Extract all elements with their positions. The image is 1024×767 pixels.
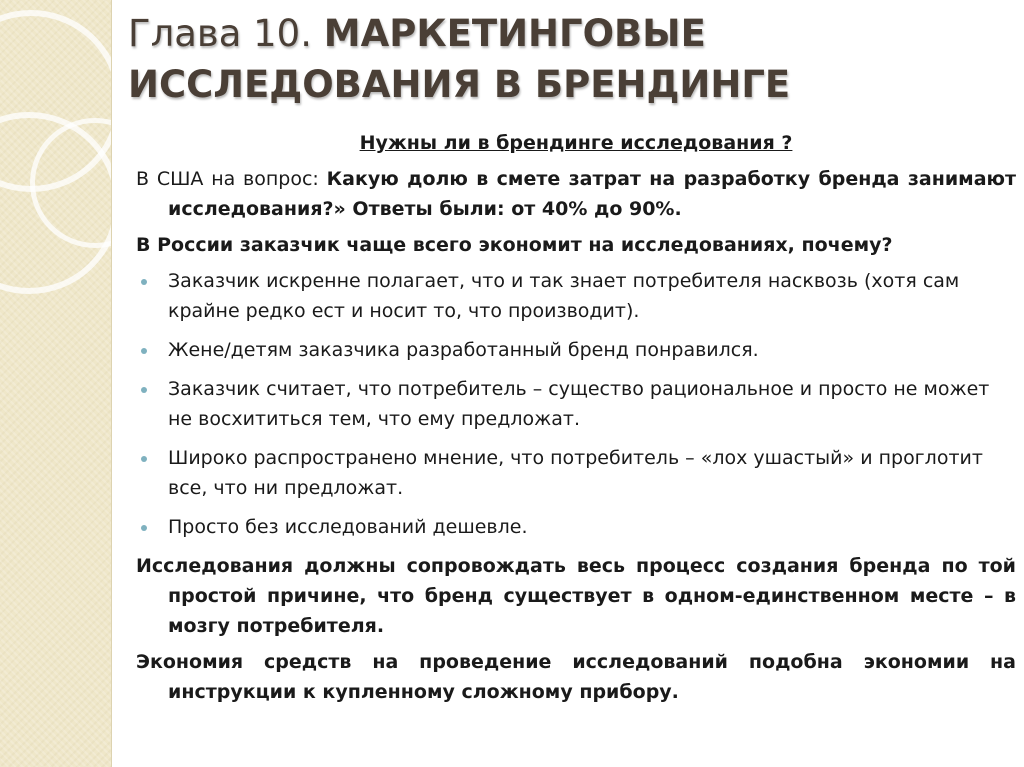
bullet-dot-icon: [141, 279, 147, 285]
usa-question: Какую долю в смете затрат на разработку бренда занимают исследования?» Ответы были: от 40% до 90%.: [168, 168, 1016, 220]
bullet-dot-icon: [141, 387, 147, 393]
usa-paragraph: [136, 164, 1016, 224]
list-item-text: Широко распространено мнение, что потребитель – «лох ушастый» и проглотит все, что ни предложат.: [168, 447, 983, 499]
title-prefix: Глава 10.: [128, 12, 312, 55]
list-item: [136, 374, 1016, 434]
bullet-dot-icon: [141, 456, 147, 462]
usa-lead: В США на вопрос:: [136, 168, 319, 190]
conclusion-paragraph: Исследования должны сопровождать весь процесс создания бренда по той простой причине, что бренд существует в одном-единственном месте – в мозгу потребителя.: [136, 555, 1016, 637]
list-item: [136, 266, 1016, 326]
slide-body: [136, 128, 1016, 713]
title-main: МАРКЕТИНГОВЫЕ ИССЛЕДОВАНИЯ В БРЕНДИНГЕ: [128, 12, 791, 106]
bullet-dot-icon: [141, 525, 147, 531]
economy-paragraph: Экономия средств на проведение исследований подобна экономии на инструкции к купленному сложному прибору.: [136, 651, 1016, 703]
list-item-text: Просто без исследований дешевле.: [168, 516, 528, 538]
list-item: [136, 335, 1016, 365]
list-item-text: Заказчик искренне полагает, что и так знает потребителя насквозь (хотя сам крайне редко ест и носит то, что производит).: [168, 270, 960, 322]
list-item-text: Заказчик считает, что потребитель – существо рациональное и просто не может не восхититься тем, что ему предложат.: [168, 378, 990, 430]
russia-question: В России заказчик чаще всего экономит на исследованиях, почему?: [136, 234, 893, 256]
list-item: [136, 512, 1016, 542]
bullet-dot-icon: [141, 348, 147, 354]
list-item: [136, 443, 1016, 503]
decorative-side-band: [0, 0, 112, 767]
reasons-list: [136, 266, 1016, 542]
slide-title: [128, 8, 1008, 110]
subheading: Нужны ли в брендинге исследования ?: [359, 132, 793, 154]
list-item-text: Жене/детям заказчика разработанный бренд понравился.: [168, 339, 759, 361]
